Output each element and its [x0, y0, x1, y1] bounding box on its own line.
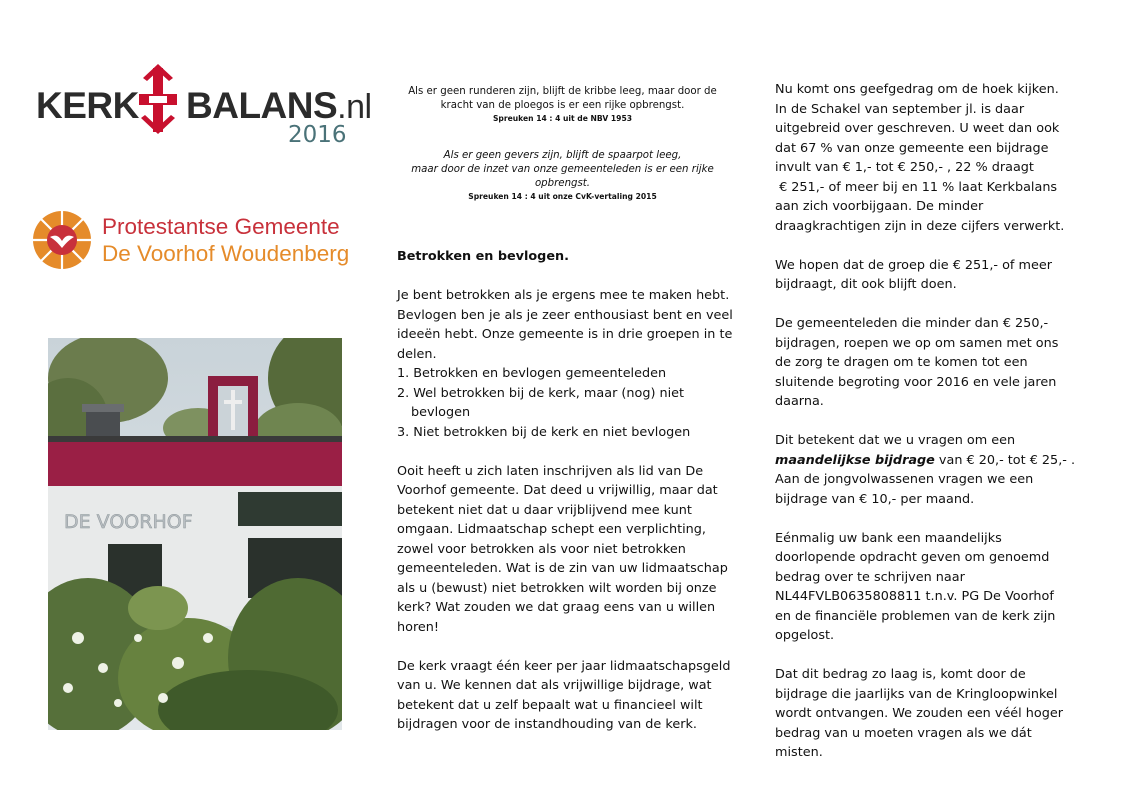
- quote-2-line: opbrengst.: [534, 178, 591, 189]
- quote-2-line: Als er geen gevers zijn, blijft de spaarpot leeg,: [443, 150, 682, 161]
- paragraph-line: sluitende begroting voor 2016 en vele jaren: [775, 374, 1057, 390]
- paragraph-line: ideeën hebt. Onze gemeente is in drie groepen in te: [397, 327, 733, 342]
- paragraph-line: van u. We kennen dat als vrijwillige bijdrage, wat: [397, 678, 712, 693]
- list-item-continued: bevlogen: [411, 405, 471, 420]
- paragraph-line: Eénmalig uw bank een maandelijks: [775, 530, 1002, 546]
- iban-line: NL44FVLB0635808811 t.n.v. PG De Voorhof: [775, 589, 1054, 604]
- paragraph-line: dat 67 % van onze gemeente een bijdrage: [775, 140, 1049, 156]
- church-building-image: [48, 338, 342, 730]
- kerkbalans-cross-icon: [131, 64, 185, 134]
- list-item: 3. Niet betrokken bij de kerk en niet bevlogen: [397, 424, 691, 440]
- church-sign-text: DE VOORHOF: [64, 511, 193, 533]
- paragraph-line: Aan de jongvolwassenen vragen we een: [775, 472, 1034, 487]
- paragraph-line: betekent dat u zelf bepaalt wat u financieel wilt: [397, 697, 703, 713]
- paragraph-line: zowel voor betrokken als voor niet betrokken: [397, 541, 686, 557]
- list-item: 1. Betrokken en bevlogen gemeenteleden: [397, 366, 667, 381]
- logo-word-kerk: KERK: [36, 85, 139, 126]
- gemeente-logo: [32, 210, 362, 272]
- paragraph-line: doorlopende opdracht geven om genoemd: [775, 550, 1050, 565]
- paragraph-line: misten.: [775, 745, 823, 760]
- paragraph-line: De gemeenteleden die minder dan € 250,-: [775, 316, 1049, 331]
- paragraph-line: Nu komt ons geefgedrag om de hoek kijken.: [775, 82, 1059, 97]
- paragraph-line: bijdragen voor de instandhouding van de kerk.: [397, 717, 697, 732]
- church-photo: [48, 338, 342, 730]
- paragraph-line: kerk? Wat zouden we dat graag eens van u willen: [397, 600, 716, 615]
- paragraph-line: de zorg te dragen om te komen tot een: [775, 355, 1028, 370]
- paragraph-line: Voorhof gemeente. Dat deed u vrijwillig, maar dat: [397, 483, 718, 498]
- gemeente-line2: De Voorhof Woudenberg: [102, 241, 350, 266]
- gemeente-line1: Protestantse Gemeente: [102, 214, 340, 239]
- paragraph-line: daarna.: [775, 394, 824, 409]
- paragraph-line: Bevlogen ben je als je zeer enthousiast bent en veel: [397, 307, 733, 323]
- paragraph-line: bijdragen, roepen we op om samen met ons: [775, 335, 1059, 351]
- logo-word-balans: BALANS.nl: [186, 85, 372, 126]
- paragraph-line: Dit betekent dat we u vragen om een: [775, 433, 1016, 448]
- paragraph-line: opgelost.: [775, 628, 835, 643]
- paragraph-line: bedrag van u moeten vragen als we dát: [775, 725, 1032, 741]
- paragraph-line: horen!: [397, 619, 440, 635]
- paragraph-line: als u (bewust) niet betrokken wilt worden bij onze: [397, 580, 717, 596]
- emphasis-text: maandelijkse bijdrage: [775, 452, 935, 468]
- list-item: 2. Wel betrokken bij de kerk, maar (nog) niet: [397, 385, 685, 401]
- paragraph-line: maandelijkse bijdrage van € 20,- tot € 25,- .: [775, 452, 1076, 468]
- paragraph-line: wordt ontvangen. We zouden een véél hoger: [775, 706, 1064, 721]
- quote-1-line: Als er geen runderen zijn, blijft de kribbe leeg, maar door de: [408, 86, 717, 97]
- quote-2: [390, 149, 735, 203]
- paragraph-line: De kerk vraagt één keer per jaar lidmaatschapsgeld: [397, 658, 731, 674]
- paragraph-line: delen.: [397, 346, 437, 362]
- section-heading: Betrokken en bevlogen.: [397, 249, 569, 264]
- quote-1-source: Spreuken 14 : 4 uit de NBV 1953: [492, 114, 633, 123]
- quote-2-line: maar door de inzet van onze gemeenteleden is er een rijke: [411, 164, 714, 175]
- logo-year: 2016: [288, 122, 347, 148]
- quote-2-source: Spreuken 14 : 4 uit onze CvK-vertaling 2015: [468, 192, 657, 201]
- paragraph-line: Je bent betrokken als je ergens mee te maken hebt.: [397, 288, 730, 303]
- paragraph-line: bijdrage van € 10,- per maand.: [775, 491, 975, 507]
- paragraph-line: omgaan. Lidmaatschap schept een verplichting,: [397, 522, 706, 537]
- paragraph-line: bedrag over te schrijven naar: [775, 569, 965, 585]
- kerkbalans-logo: [36, 62, 372, 154]
- paragraph-line: aan zich voorbijgaan. De minder: [775, 199, 984, 214]
- paragraph-line: We hopen dat de groep die € 251,- of meer: [775, 257, 1052, 273]
- paragraph-line: In de Schakel van september jl. is daar: [775, 101, 1025, 117]
- paragraph-line: Ooit heeft u zich laten inschrijven als lid van De: [397, 463, 704, 479]
- paragraph-line: bijdrage die jaarlijks van de Kringloopwinkel: [775, 686, 1058, 702]
- paragraph-line: bijdraagt, dit ook blijft doen.: [775, 277, 957, 292]
- quote-1: [390, 85, 735, 125]
- sun-dove-icon: [32, 210, 92, 270]
- quote-1-line: kracht van de ploegos is er een rijke opbrengst.: [440, 100, 685, 111]
- paragraph-line: Dat dit bedrag zo laag is, komt door de: [775, 667, 1026, 682]
- column-3-text: [775, 80, 1115, 763]
- paragraph-line: draagkrachtigen zijn in deze cijfers verwerkt.: [775, 218, 1065, 234]
- paragraph-line: gemeenteleden. Wat is de zin van uw lidmaatschap: [397, 561, 728, 576]
- column-2-text: [397, 247, 747, 735]
- paragraph-line: € 251,- of meer bij en 11 % laat Kerkbalans: [775, 179, 1058, 195]
- paragraph-line: en de financiële problemen van de kerk zijn: [775, 608, 1056, 624]
- paragraph-line: invult van € 1,- tot € 250,- , 22 % draagt: [775, 160, 1034, 175]
- paragraph-line: betekent niet dat u daar vrijblijvend mee kunt: [397, 502, 692, 518]
- paragraph-line: uitgebreid over geschreven. U weet dan ook: [775, 121, 1060, 136]
